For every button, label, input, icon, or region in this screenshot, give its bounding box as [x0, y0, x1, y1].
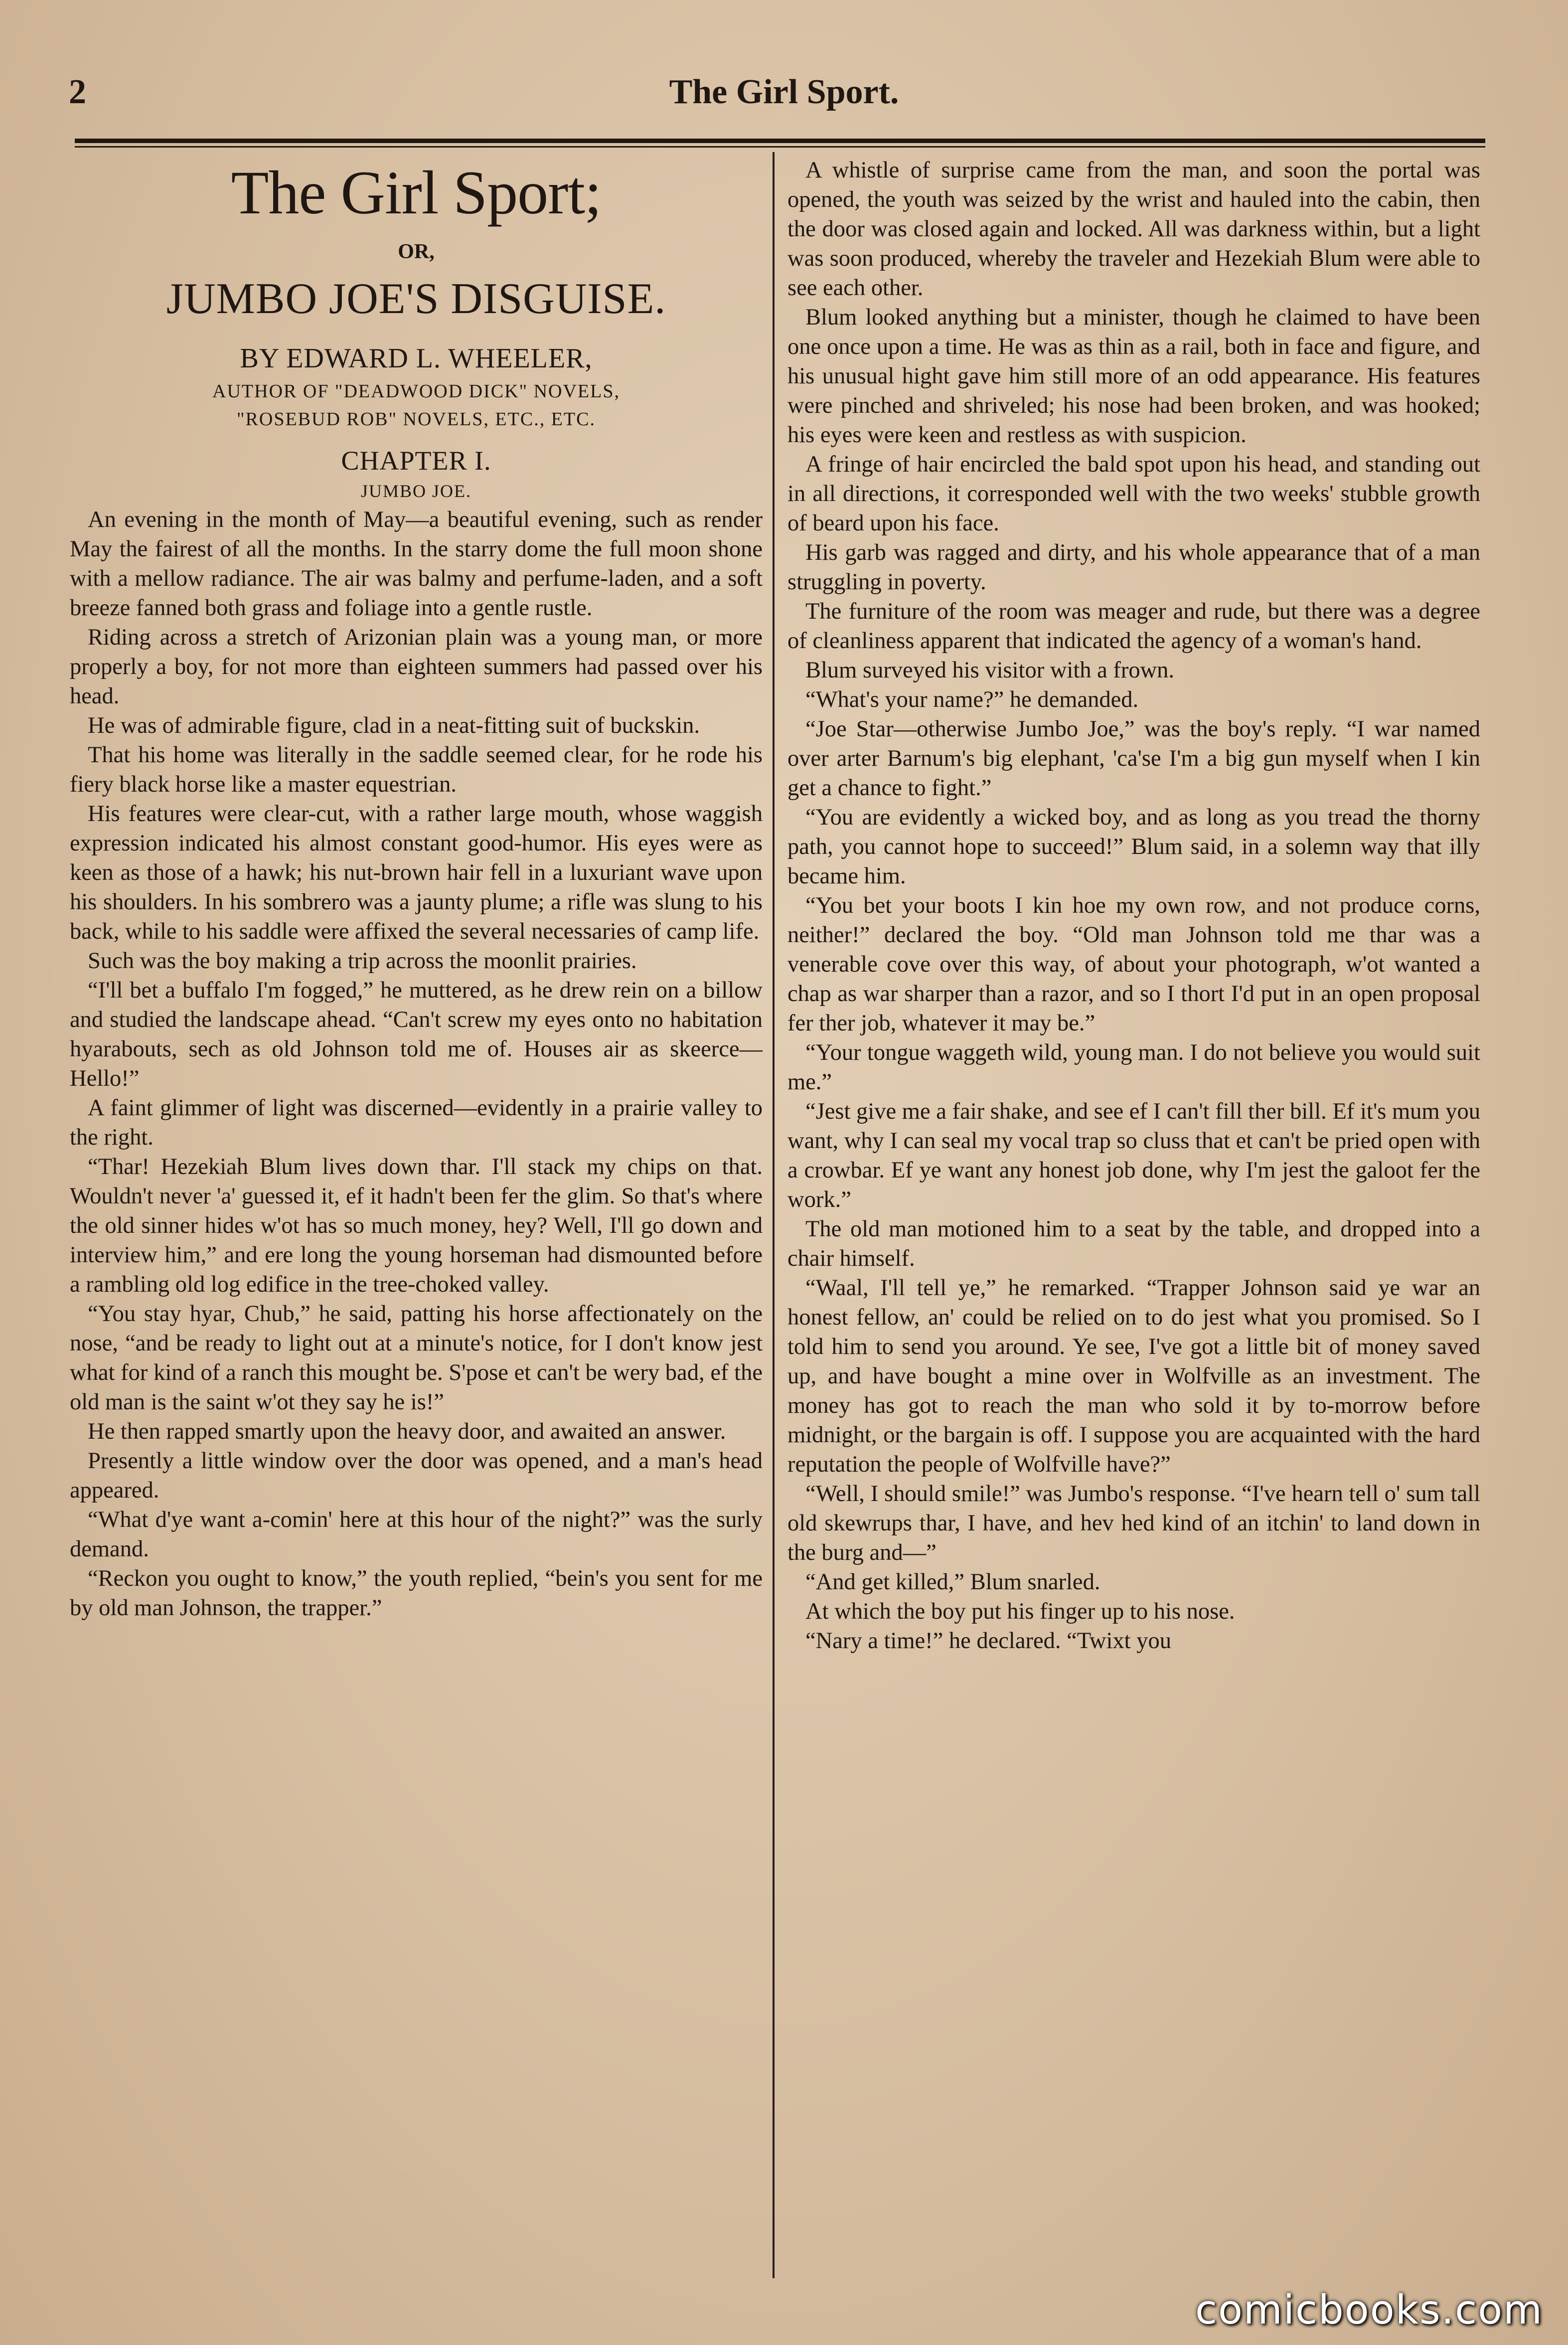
paragraph: An evening in the month of May—a beautiful evening, such as render May the fairest of all the months. In the starry dome the full moon shone with a mellow radiance. The air was balmy and perfume-laden, and a soft breeze fanned both grass and foliage into a gentle rustle.	[70, 507, 763, 621]
author-note-line-1: AUTHOR OF "DEADWOOD DICK" NOVELS,	[212, 381, 620, 402]
paragraph: Blum looked anything but a minister, though he claimed to have been one once upon a time. He was as thin as a rail, both in face and figure, and his unusual hight gave him still more of an odd appearance. His features were pinched and shriveled; his nose had been broken, and was hooked; his eyes were keen and restless as with suspicion.	[787, 305, 1480, 448]
paragraph: Blum surveyed his visitor with a frown.	[805, 658, 1175, 683]
paragraph: The old man motioned him to a seat by the table, and dropped into a chair himself.	[787, 1216, 1480, 1271]
paragraph: “What d'ye want a-comin' here at this hour of the night?” was the surly demand.	[70, 1507, 763, 1562]
header-rule-thin	[75, 146, 1485, 148]
paragraph: His garb was ragged and dirty, and his whole appearance that of a man struggling in poverty.	[787, 540, 1480, 595]
paragraph: “What's your name?” he demanded.	[805, 687, 1139, 712]
chapter-heading: CHAPTER I.	[341, 446, 491, 476]
story-title: The Girl Sport;	[231, 159, 602, 227]
paragraph: A faint glimmer of light was discerned—evidently in a prairie valley to the right.	[70, 1095, 763, 1150]
column-divider	[773, 152, 775, 2278]
paragraph: At which the boy put his finger up to his nose.	[805, 1599, 1235, 1624]
alt-title: JUMBO JOE'S DISGUISE.	[166, 275, 666, 323]
paragraph: “Your tongue waggeth wild, young man. I do not believe you would suit me.”	[787, 1040, 1480, 1095]
paragraph: “Thar! Hezekiah Blum lives down thar. I'll stack my chips on that. Wouldn't never 'a' guessed it, ef it hadn't been fer the glim. So that's where the old sinner hides w'ot has so much money, hey? Well, I'll go down and interview him,” and ere long the young horseman had dismounted before a rambling old log edifice in the tree-choked valley.	[70, 1154, 763, 1297]
paragraph: “Waal, I'll tell ye,” he remarked. “Trapper Johnson said ye war an honest fellow, an' could be relied on to do jest what you promised. So I told him to send you around. Ye see, I've got a little bit of money saved up, and have bought a mine over in Wolfville as an investment. The money has got to reach the man who sold it by to-morrow before midnight, or the bargain is off. I suppose you are acquainted with the hard reputation the people of Wolfville have?”	[787, 1275, 1480, 1477]
paragraph: “Well, I should smile!” was Jumbo's response. “I've hearn tell o' sum tall old skewrups thar, I have, and hev hed kind of an itchin' to land down in the burg and—”	[787, 1481, 1480, 1565]
paragraph: Riding across a stretch of Arizonian plain was a young man, or more properly a boy, for not more than eighteen summers had passed over his head.	[70, 625, 763, 709]
running-head	[0, 0, 1568, 130]
paragraph: He was of admirable figure, clad in a neat-fitting suit of buckskin.	[88, 713, 700, 738]
paragraph: That his home was literally in the saddle seemed clear, for he rode his fiery black horse like a master equestrian.	[70, 742, 763, 797]
paragraph: “You are evidently a wicked boy, and as long as you tread the thorny path, you cannot hope to succeed!” Blum said, in a solemn way that illy became him.	[787, 805, 1480, 889]
paragraph: “Nary a time!” he declared. “Twixt you	[805, 1628, 1171, 1654]
left-column	[70, 152, 763, 2246]
paragraph: Such was the boy making a trip across the moonlit prairies.	[88, 948, 637, 974]
chapter-title: JUMBO JOE.	[360, 481, 472, 501]
or-line: OR,	[398, 240, 435, 263]
paragraph: “You stay hyar, Chub,” he said, patting his horse affectionately on the nose, “and be ready to light out at a minute's notice, for I don't know jest what for kind of a ranch this mought be. S'pose et can't be wery bad, ef the old man is the saint w'ot they say he is!”	[70, 1301, 763, 1415]
running-title: The Girl Sport.	[669, 73, 899, 111]
paragraph: Presently a little window over the door was opened, and a man's head appeared.	[70, 1448, 763, 1503]
paragraph: His features were clear-cut, with a rather large mouth, whose waggish expression indicated his almost constant good-humor. His eyes were as keen as those of a hawk; his nut-brown hair fell in a luxuriant wave upon his shoulders. In his sombrero was a jaunty plume; a rifle was slung to his back, while to his saddle were affixed the several necessaries of camp life.	[70, 801, 763, 944]
paragraph: “Jest give me a fair shake, and see ef I can't fill ther bill. Ef it's mum you want, why I can seal my vocal trap so cluss that et can't be pried open with a crowbar. Ef ye want any honest job done, why I'm jest the galoot fer the work.”	[787, 1099, 1480, 1212]
page-number: 2	[69, 73, 86, 111]
paragraph: “Reckon you ought to know,” the youth replied, “bein's you sent for me by old man Johnson, the trapper.”	[70, 1566, 763, 1621]
paragraph: A fringe of hair encircled the bald spot upon his head, and standing out in all directions, it corresponded well with the two weeks' stubble growth of beard upon his face.	[787, 452, 1480, 536]
paragraph: The furniture of the room was meager and rude, but there was a degree of cleanliness apparent that indicated the agency of a woman's hand.	[787, 599, 1480, 654]
paragraph: He then rapped smartly upon the heavy door, and awaited an answer.	[88, 1419, 726, 1444]
paragraph: “You bet your boots I kin hoe my own row, and not produce corns, neither!” declared the boy. “Old man Johnson told me thar was a venerable cove over this way, of about your photograph, w'ot wanted a chap as war sharper than a razor, and so I thort I'd put in an open proposal fer ther job, whatever it may be.”	[787, 893, 1480, 1036]
author-note-line-2: "ROSEBUD ROB" NOVELS, ETC., ETC.	[237, 409, 596, 430]
header-rule	[75, 139, 1485, 143]
paragraph: A whistle of surprise came from the man, and soon the portal was opened, the youth was seized by the wrist and hauled into the cabin, then the door was closed again and locked. All was darkness within, but a light was soon produced, whereby the traveler and Hezekiah Blum were able to see each other.	[787, 158, 1480, 301]
byline: BY EDWARD L. WHEELER,	[240, 343, 593, 374]
site-watermark: comicbooks.com	[1195, 2287, 1543, 2333]
right-column	[787, 156, 1480, 2249]
paragraph: “And get killed,” Blum snarled.	[805, 1569, 1100, 1595]
paragraph: “I'll bet a buffalo I'm fogged,” he muttered, as he drew rein on a billow and studied the landscape ahead. “Can't screw my eyes onto no habitation hyarabouts, sech as old Johnson told me of. Houses air as skeerce— Hello!”	[70, 978, 763, 1091]
paragraph: “Joe Star—otherwise Jumbo Joe,” was the boy's reply. “I war named over arter Barnum's big elephant, 'ca'se I'm a big gun myself when I kin get a chance to fight.”	[787, 716, 1480, 801]
